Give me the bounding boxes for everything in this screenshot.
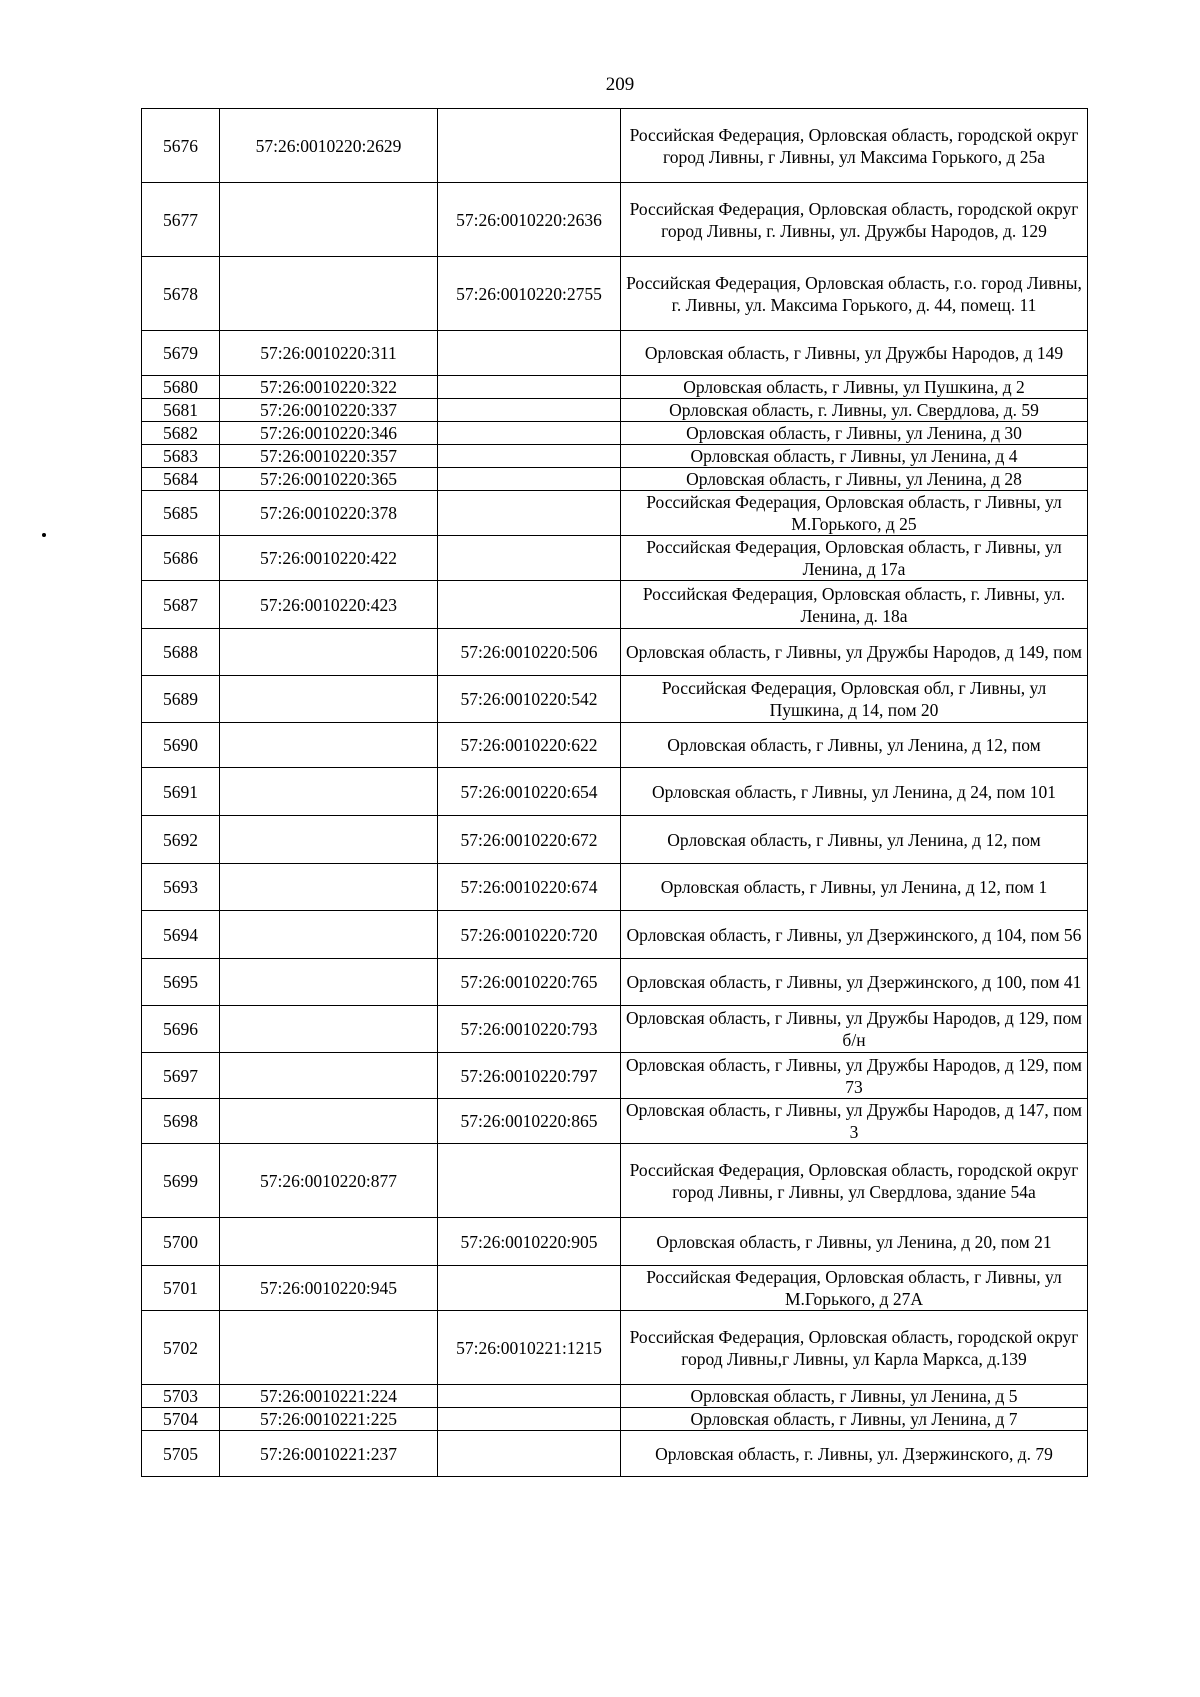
address: Орловская область, г Ливны, ул Ленина, д 5 [621, 1385, 1088, 1408]
table-row [142, 864, 1088, 911]
table-row [142, 723, 1088, 768]
cadastral-number-2: 57:26:0010220:622 [438, 723, 621, 768]
cadastral-number-1 [220, 1218, 438, 1266]
row-number: 5692 [142, 816, 220, 864]
cadastral-number-2: 57:26:0010220:793 [438, 1006, 621, 1053]
table-row [142, 1144, 1088, 1218]
address: Орловская область, г Ливны, ул Ленина, д 4 [621, 445, 1088, 468]
address: Орловская область, г. Ливны, ул. Свердлова, д. 59 [621, 399, 1088, 422]
row-number: 5686 [142, 536, 220, 581]
table-row [142, 1431, 1088, 1477]
table-row [142, 1006, 1088, 1053]
cadastral-number-2: 57:26:0010220:905 [438, 1218, 621, 1266]
cadastral-number-1 [220, 1099, 438, 1144]
address: Российская Федерация, Орловская область, г Ливны, ул М.Горького, д 27А [621, 1266, 1088, 1311]
address: Орловская область, г Ливны, ул Ленина, д 28 [621, 468, 1088, 491]
cadastral-number-1 [220, 1311, 438, 1385]
row-number: 5705 [142, 1431, 220, 1477]
cadastral-number-1 [220, 629, 438, 676]
cadastral-number-2: 57:26:0010220:674 [438, 864, 621, 911]
row-number: 5679 [142, 331, 220, 376]
address: Российская Федерация, Орловская область, городской округ город Ливны, г Ливны, ул Свердлова, здание 54а [621, 1144, 1088, 1218]
address: Орловская область, г Ливны, ул Ленина, д 12, пом [621, 723, 1088, 768]
cadastral-number-1: 57:26:0010220:945 [220, 1266, 438, 1311]
address: Российская Федерация, Орловская область, г. Ливны, ул. Ленина, д. 18а [621, 581, 1088, 629]
cadastral-number-2 [438, 1385, 621, 1408]
cadastral-number-2: 57:26:0010220:672 [438, 816, 621, 864]
table-row [142, 331, 1088, 376]
cadastral-number-1: 57:26:0010221:225 [220, 1408, 438, 1431]
cadastral-number-2 [438, 468, 621, 491]
cadastral-number-1: 57:26:0010220:365 [220, 468, 438, 491]
cadastral-number-1 [220, 911, 438, 959]
table-row [142, 1385, 1088, 1408]
cadastral-number-1: 57:26:0010221:224 [220, 1385, 438, 1408]
cadastral-number-2 [438, 422, 621, 445]
table-row [142, 768, 1088, 816]
cadastral-number-2 [438, 1431, 621, 1477]
cadastral-number-1: 57:26:0010220:423 [220, 581, 438, 629]
cadastral-number-2 [438, 331, 621, 376]
row-number: 5702 [142, 1311, 220, 1385]
row-number: 5696 [142, 1006, 220, 1053]
cadastral-number-2: 57:26:0010221:1215 [438, 1311, 621, 1385]
row-number: 5695 [142, 959, 220, 1006]
cadastral-number-2 [438, 536, 621, 581]
row-number: 5700 [142, 1218, 220, 1266]
cadastral-number-1 [220, 676, 438, 723]
cadastral-number-1: 57:26:0010220:877 [220, 1144, 438, 1218]
row-number: 5691 [142, 768, 220, 816]
table-row [142, 445, 1088, 468]
page-number: 209 [605, 74, 635, 95]
cadastral-number-1: 57:26:0010220:322 [220, 376, 438, 399]
row-number: 5701 [142, 1266, 220, 1311]
row-number: 5704 [142, 1408, 220, 1431]
cadastral-number-1: 57:26:0010220:346 [220, 422, 438, 445]
row-number: 5690 [142, 723, 220, 768]
cadastral-number-2: 57:26:0010220:720 [438, 911, 621, 959]
address: Орловская область, г Ливны, ул Дружбы Народов, д 147, пом 3 [621, 1099, 1088, 1144]
table-row [142, 959, 1088, 1006]
row-number: 5697 [142, 1053, 220, 1099]
table-row [142, 1266, 1088, 1311]
row-number: 5683 [142, 445, 220, 468]
address: Российская Федерация, Орловская обл, г Ливны, ул Пушкина, д 14, пом 20 [621, 676, 1088, 723]
address: Орловская область, г Ливны, ул Ленина, д 7 [621, 1408, 1088, 1431]
cadastral-number-2: 57:26:0010220:654 [438, 768, 621, 816]
row-number: 5688 [142, 629, 220, 676]
cadastral-number-1 [220, 183, 438, 257]
address: Орловская область, г Ливны, ул Дзержинского, д 100, пом 41 [621, 959, 1088, 1006]
cadastral-number-1 [220, 723, 438, 768]
table-row [142, 1311, 1088, 1385]
row-number: 5681 [142, 399, 220, 422]
scan-dot [42, 533, 46, 537]
cadastral-number-2 [438, 376, 621, 399]
address: Орловская область, г Ливны, ул Ленина, д 12, пом [621, 816, 1088, 864]
address: Орловская область, г Ливны, ул Дружбы Народов, д 129, пом б/н [621, 1006, 1088, 1053]
row-number: 5678 [142, 257, 220, 331]
cadastral-number-2 [438, 109, 621, 183]
row-number: 5677 [142, 183, 220, 257]
cadastral-number-1: 57:26:0010220:311 [220, 331, 438, 376]
table-row [142, 399, 1088, 422]
table-row [142, 376, 1088, 399]
address: Российская Федерация, Орловская область, г Ливны, ул М.Горького, д 25 [621, 491, 1088, 536]
cadastral-number-1 [220, 816, 438, 864]
address: Российская Федерация, Орловская область, городской округ город Ливны, г. Ливны, ул. Дружбы Народов, д. 129 [621, 183, 1088, 257]
table-row [142, 1099, 1088, 1144]
table-row [142, 536, 1088, 581]
row-number: 5698 [142, 1099, 220, 1144]
table-row [142, 1408, 1088, 1431]
cadastral-number-1: 57:26:0010220:422 [220, 536, 438, 581]
table-row [142, 911, 1088, 959]
address: Орловская область, г Ливны, ул Дружбы Народов, д 129, пом 73 [621, 1053, 1088, 1099]
row-number: 5682 [142, 422, 220, 445]
row-number: 5687 [142, 581, 220, 629]
address: Орловская область, г Ливны, ул Дружбы Народов, д 149 [621, 331, 1088, 376]
row-number: 5680 [142, 376, 220, 399]
row-number: 5685 [142, 491, 220, 536]
cadastral-number-1: 57:26:0010220:2629 [220, 109, 438, 183]
table-row [142, 491, 1088, 536]
table-row [142, 109, 1088, 183]
cadastral-number-2: 57:26:0010220:542 [438, 676, 621, 723]
cadastral-number-2 [438, 1408, 621, 1431]
cadastral-number-1 [220, 1006, 438, 1053]
cadastral-number-2 [438, 581, 621, 629]
cadastral-number-1: 57:26:0010221:237 [220, 1431, 438, 1477]
address: Орловская область, г Ливны, ул Дзержинского, д 104, пом 56 [621, 911, 1088, 959]
cadastral-number-2 [438, 1144, 621, 1218]
table-row [142, 257, 1088, 331]
table-body [142, 109, 1088, 1477]
address: Орловская область, г. Ливны, ул. Дзержинского, д. 79 [621, 1431, 1088, 1477]
cadastral-number-2: 57:26:0010220:2755 [438, 257, 621, 331]
row-number: 5703 [142, 1385, 220, 1408]
table-row [142, 1218, 1088, 1266]
address: Орловская область, г Ливны, ул Ленина, д 24, пом 101 [621, 768, 1088, 816]
row-number: 5684 [142, 468, 220, 491]
row-number: 5689 [142, 676, 220, 723]
table-row [142, 183, 1088, 257]
table-row [142, 676, 1088, 723]
table-row [142, 468, 1088, 491]
table-row [142, 816, 1088, 864]
cadastral-number-2 [438, 445, 621, 468]
cadastral-number-1: 57:26:0010220:357 [220, 445, 438, 468]
cadastral-number-2 [438, 491, 621, 536]
address: Российская Федерация, Орловская область, городской округ город Ливны, г Ливны, ул Максима Горького, д 25а [621, 109, 1088, 183]
row-number: 5676 [142, 109, 220, 183]
property-table [141, 108, 1088, 1477]
cadastral-number-1 [220, 768, 438, 816]
address: Российская Федерация, Орловская область, г Ливны, ул Ленина, д 17а [621, 536, 1088, 581]
cadastral-number-1: 57:26:0010220:337 [220, 399, 438, 422]
cadastral-number-1 [220, 257, 438, 331]
table-row [142, 581, 1088, 629]
cadastral-number-2: 57:26:0010220:797 [438, 1053, 621, 1099]
cadastral-number-1: 57:26:0010220:378 [220, 491, 438, 536]
cadastral-number-2 [438, 399, 621, 422]
table-row [142, 629, 1088, 676]
cadastral-number-1 [220, 1053, 438, 1099]
cadastral-number-2: 57:26:0010220:2636 [438, 183, 621, 257]
address: Российская Федерация, Орловская область, городской округ город Ливны,г Ливны, ул Карла Маркса, д.139 [621, 1311, 1088, 1385]
table-row [142, 422, 1088, 445]
cadastral-number-1 [220, 864, 438, 911]
address: Орловская область, г Ливны, ул Дружбы Народов, д 149, пом [621, 629, 1088, 676]
table-row [142, 1053, 1088, 1099]
row-number: 5694 [142, 911, 220, 959]
row-number: 5693 [142, 864, 220, 911]
address: Орловская область, г Ливны, ул Пушкина, д 2 [621, 376, 1088, 399]
cadastral-number-2: 57:26:0010220:506 [438, 629, 621, 676]
address: Орловская область, г Ливны, ул Ленина, д 20, пом 21 [621, 1218, 1088, 1266]
cadastral-number-2: 57:26:0010220:765 [438, 959, 621, 1006]
cadastral-number-2: 57:26:0010220:865 [438, 1099, 621, 1144]
row-number: 5699 [142, 1144, 220, 1218]
address: Орловская область, г Ливны, ул Ленина, д 12, пом 1 [621, 864, 1088, 911]
address: Орловская область, г Ливны, ул Ленина, д 30 [621, 422, 1088, 445]
address: Российская Федерация, Орловская область, г.о. город Ливны, г. Ливны, ул. Максима Горького, д. 44, помещ. 11 [621, 257, 1088, 331]
cadastral-number-2 [438, 1266, 621, 1311]
cadastral-number-1 [220, 959, 438, 1006]
